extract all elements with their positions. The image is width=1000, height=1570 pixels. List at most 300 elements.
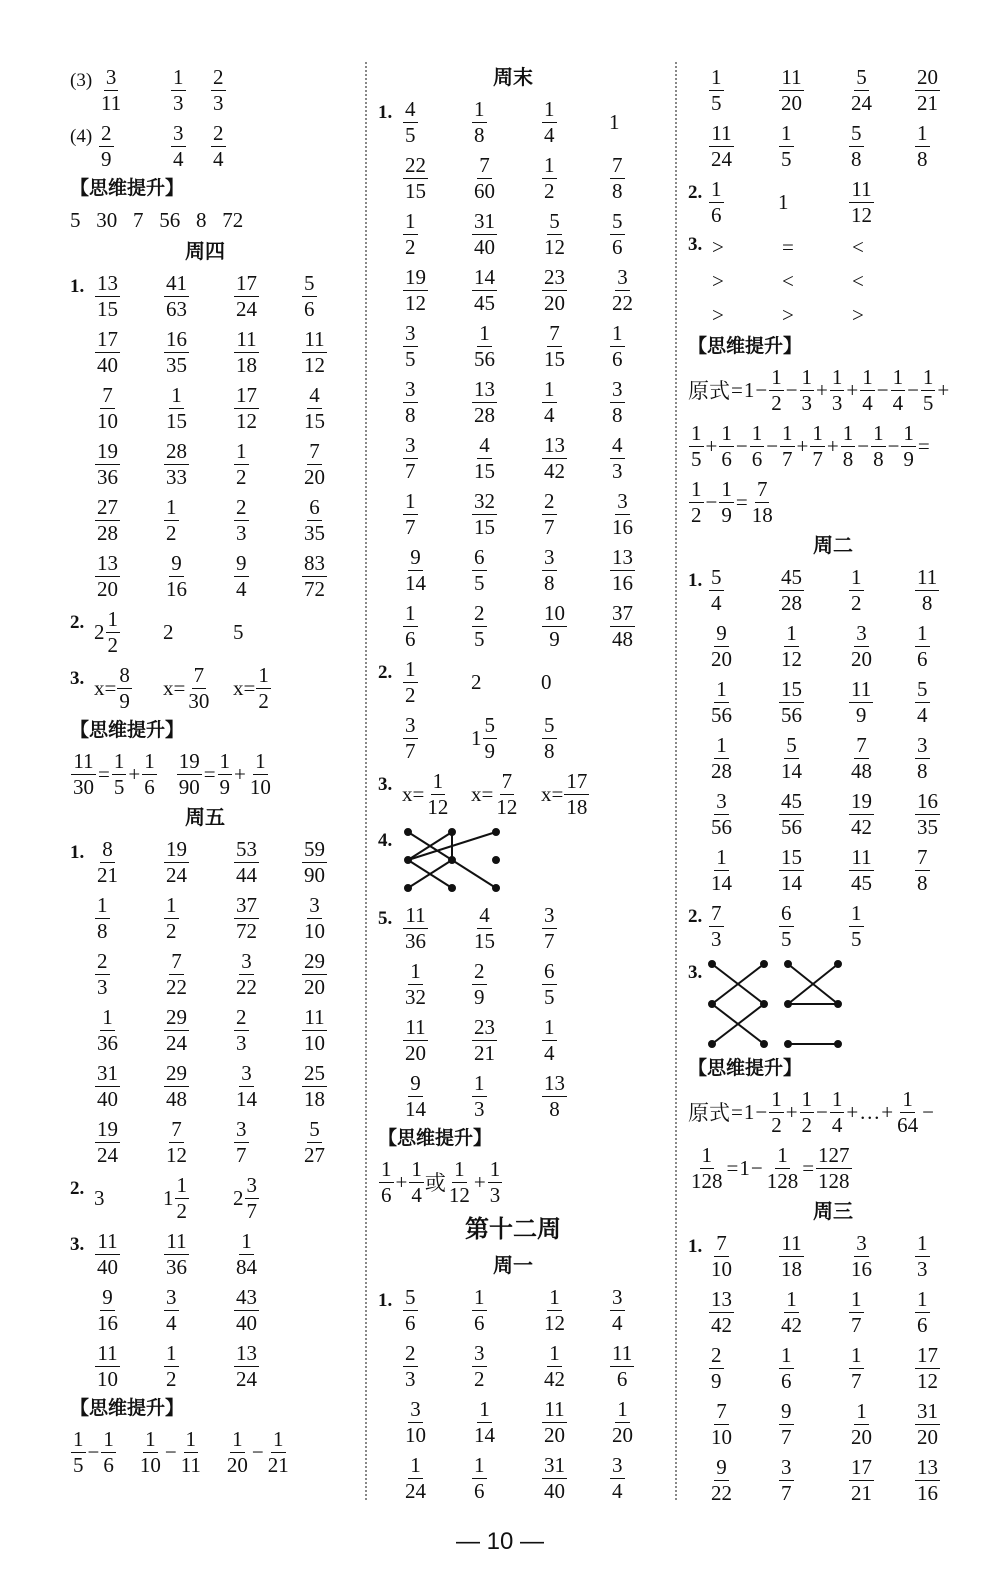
fraction (472, 97, 487, 148)
answer-cell (708, 674, 735, 730)
denominator: 4 (411, 1182, 422, 1207)
numerator: 16 (166, 326, 187, 351)
answer-cell (301, 834, 328, 890)
operator: − (755, 377, 768, 402)
answer-row (70, 268, 340, 324)
fraction (403, 97, 418, 148)
fraction (610, 433, 625, 484)
denominator: 7 (246, 1198, 257, 1223)
matching-diagram (688, 954, 978, 1054)
numerator: 2 (711, 1342, 722, 1367)
question-number: (3) (70, 70, 93, 91)
fraction (610, 489, 635, 540)
answer-cell (163, 1282, 180, 1338)
answer-cell (233, 1058, 260, 1114)
fraction (915, 845, 930, 896)
numerator: 2 (97, 948, 108, 973)
answer-cell (914, 562, 940, 618)
numerator: 3 (405, 432, 416, 457)
answer-cell (94, 1170, 105, 1226)
fraction (810, 421, 825, 472)
value: 3 (94, 1185, 105, 1210)
day-heading-tuesday: 周二 (813, 535, 853, 557)
numerator: 28 (166, 438, 187, 463)
comparison-symbol: > (712, 268, 724, 293)
numerator: 5 (786, 732, 797, 757)
denominator: 14 (711, 870, 732, 895)
denominator: 6 (103, 1452, 114, 1477)
numerator: 1 (432, 768, 444, 793)
denominator: 48 (166, 1086, 187, 1111)
fraction (779, 621, 804, 672)
denominator: 11 (180, 1452, 201, 1477)
answer-cell (402, 1282, 419, 1338)
fraction (915, 1399, 940, 1450)
numerator: 11 (781, 64, 802, 89)
denominator: 15 (166, 408, 187, 433)
answer-cell (402, 318, 419, 374)
whole-number: 2 (94, 619, 105, 644)
numerator: 1 (273, 1426, 284, 1451)
denominator: 14 (405, 1096, 426, 1121)
expression (688, 1140, 978, 1196)
answer-cell (541, 1394, 568, 1450)
operator: = (551, 781, 564, 806)
denominator: 7 (405, 514, 416, 539)
fraction (211, 121, 226, 172)
answer-cell (609, 1394, 636, 1450)
denominator: 24 (711, 146, 732, 171)
fraction (472, 601, 487, 652)
expression (70, 1424, 340, 1480)
value: 1 (778, 189, 789, 214)
denominator: 9 (484, 738, 495, 763)
fraction (234, 439, 249, 490)
answer-cell (778, 1340, 795, 1396)
answer-cell (402, 1338, 419, 1394)
question-number: 3. (688, 962, 703, 983)
denominator: 35 (304, 520, 325, 545)
fraction (472, 377, 497, 428)
numerator: 3 (612, 1452, 623, 1477)
answer-cell (402, 262, 429, 318)
answer-cell (233, 660, 272, 716)
question-number: 1. (378, 102, 393, 123)
variable: x (94, 675, 105, 700)
answer-cell (708, 174, 725, 230)
answer-cell (301, 436, 328, 492)
numerator: 1 (258, 662, 269, 687)
numerator: 5 (711, 564, 722, 589)
answer-cell (914, 730, 931, 786)
answer-cell (541, 710, 558, 766)
question-number: 3. (70, 1234, 85, 1255)
denominator: 4 (173, 146, 184, 171)
answer-row (378, 1282, 648, 1338)
numerator: 1 (232, 1426, 243, 1451)
denominator: 15 (474, 514, 495, 539)
denominator: 10 (139, 1452, 161, 1477)
answer-row (70, 890, 340, 946)
answer-cell (163, 604, 174, 660)
fraction (915, 65, 940, 116)
answer-cell (471, 956, 488, 1012)
answer-cell (609, 206, 626, 262)
answer-cell (848, 118, 865, 174)
numerator: 1 (917, 620, 928, 645)
denominator: 40 (97, 1086, 118, 1111)
answer-cell (233, 1282, 260, 1338)
answer-cell (541, 766, 590, 822)
fraction (234, 1229, 259, 1280)
week-heading: 第十二周 (465, 1217, 561, 1243)
denominator: 11 (101, 90, 122, 115)
fraction (915, 621, 930, 672)
denominator: 9 (903, 446, 914, 471)
answer-cell (402, 1012, 429, 1068)
fraction (779, 901, 794, 952)
answer-cell (233, 890, 260, 946)
denominator: 56 (781, 702, 802, 727)
fraction (915, 1231, 930, 1282)
fraction (542, 433, 567, 484)
fraction (779, 789, 804, 840)
answer-row (378, 150, 648, 206)
answer-cell (402, 710, 419, 766)
operator: = (802, 1155, 815, 1180)
fraction (709, 121, 734, 172)
fraction (542, 959, 557, 1010)
fraction (901, 421, 916, 472)
fraction (95, 439, 120, 490)
answer-cell (94, 1282, 121, 1338)
numerator: 7 (917, 844, 928, 869)
denominator: 10 (97, 1366, 118, 1391)
denominator: 7 (781, 1424, 792, 1449)
denominator: 8 (405, 402, 416, 427)
numerator: 3 (410, 1396, 421, 1421)
fraction (177, 749, 202, 800)
fraction (542, 713, 557, 764)
fraction (425, 769, 450, 820)
numerator: 1 (145, 1426, 156, 1451)
section-heading-siwei: 【思维提升】 (70, 1398, 185, 1419)
denominator: 4 (166, 1310, 177, 1335)
fraction (849, 65, 874, 116)
numerator: 59 (304, 836, 325, 861)
answer-cell (471, 430, 498, 486)
answer-cell (778, 118, 795, 174)
denominator: 16 (612, 514, 633, 539)
numerator: 1 (166, 494, 177, 519)
denominator: 6 (304, 296, 315, 321)
fraction (95, 271, 120, 322)
answer-cell (778, 562, 805, 618)
numerator: 7 (716, 1230, 727, 1255)
operator: = (735, 489, 748, 514)
answer-cell (609, 1282, 626, 1338)
denominator: 5 (691, 446, 702, 471)
answer-cell (778, 842, 805, 898)
denominator: 64 (897, 1112, 919, 1137)
numerator: 2 (474, 600, 485, 625)
column-b (378, 62, 648, 1506)
numerator: 3 (309, 892, 320, 917)
denominator: 3 (831, 390, 843, 415)
answer-cell (301, 380, 328, 436)
numerator: 1 (777, 1142, 788, 1167)
answer-row (688, 1340, 978, 1396)
answer-cell (233, 604, 244, 660)
fraction (849, 733, 874, 784)
answer-cell (94, 380, 121, 436)
answer-cell (233, 1002, 250, 1058)
answer-cell (609, 486, 636, 542)
numerator: 7 (479, 152, 490, 177)
denominator: 3 (405, 1366, 416, 1391)
fraction (302, 1117, 327, 1168)
numerator: 1 (781, 1342, 792, 1367)
fraction (302, 949, 327, 1000)
denominator: 15 (474, 928, 495, 953)
fraction (95, 1117, 120, 1168)
answer-cell (471, 1012, 498, 1068)
denominator: 36 (405, 928, 426, 953)
answer-cell (541, 374, 558, 430)
answer-cell (471, 1338, 488, 1394)
variable: x (471, 781, 482, 806)
fraction (472, 1071, 487, 1122)
day-heading-wednesday: 周三 (813, 1201, 853, 1223)
numerator: 1 (411, 1156, 422, 1181)
denominator: 8 (612, 402, 623, 427)
answer-cell (233, 436, 250, 492)
denominator: 20 (304, 464, 325, 489)
comparison-cell (712, 298, 724, 332)
answer-cell (609, 430, 626, 486)
operator: − (164, 1439, 177, 1464)
denominator: 128 (818, 1168, 850, 1193)
numerator: 3 (405, 320, 416, 345)
answer-row (70, 660, 340, 716)
numerator: 1 (474, 1284, 485, 1309)
answer-cell (402, 1068, 429, 1124)
numerator: 13 (474, 376, 495, 401)
fraction (164, 1341, 179, 1392)
answer-cell (163, 1338, 180, 1394)
denominator: 15 (544, 346, 565, 371)
fraction (779, 733, 804, 784)
matching-lines (378, 822, 518, 900)
numerator: 1 (166, 1340, 177, 1365)
numerator: 29 (166, 1004, 187, 1029)
day-heading-thursday: 周四 (185, 241, 225, 263)
answer-row (378, 374, 648, 430)
denominator: 2 (691, 502, 702, 527)
numerator: 1 (113, 748, 125, 773)
denominator: 12 (544, 1310, 565, 1335)
numerator: 17 (236, 270, 257, 295)
answer-cell (163, 660, 212, 716)
column-a (70, 62, 340, 1480)
answer-cell (541, 1282, 568, 1338)
question-number: 1. (688, 1236, 703, 1257)
denominator: 24 (166, 862, 187, 887)
numerator: 1 (782, 420, 793, 445)
answer-row (70, 604, 340, 660)
answer-cell (471, 654, 482, 710)
answer-row (688, 562, 978, 618)
numerator: 19 (97, 1116, 118, 1141)
answer-row (378, 1012, 648, 1068)
fraction (101, 1427, 116, 1478)
fraction (779, 121, 794, 172)
fraction (779, 565, 804, 616)
answer-row (378, 1068, 648, 1124)
numerator: 37 (236, 892, 257, 917)
fraction (403, 1453, 428, 1504)
numerator: 7 (171, 948, 182, 973)
comparison-row (688, 298, 978, 332)
denominator: 4 (612, 1310, 623, 1335)
numerator: 41 (166, 270, 187, 295)
denominator: 21 (851, 1480, 872, 1505)
answer-row (378, 1450, 648, 1506)
fraction (266, 1427, 291, 1478)
fraction (403, 489, 418, 540)
answer-cell (471, 900, 498, 956)
fraction (379, 1157, 394, 1208)
denominator: 5 (405, 122, 416, 147)
fraction (234, 1005, 249, 1056)
denominator: 21 (267, 1452, 289, 1477)
section-heading-siwei: 【思维提升】 (688, 336, 803, 357)
fraction (849, 621, 874, 672)
numerator: 1 (851, 1286, 862, 1311)
fraction (849, 121, 864, 172)
answer-cell (848, 174, 875, 230)
fraction (709, 677, 734, 728)
fraction (750, 477, 775, 528)
operator: + (846, 377, 859, 402)
expression (688, 362, 978, 418)
numerator: 1 (454, 1156, 465, 1181)
denominator: 16 (917, 1480, 938, 1505)
answer-row (688, 1228, 978, 1284)
answer-cell (914, 674, 931, 730)
numerator: 1 (549, 1284, 560, 1309)
numerator: 1 (219, 748, 231, 773)
numerator: 2 (101, 120, 112, 145)
denominator: 4 (917, 702, 928, 727)
denominator: 4 (711, 590, 722, 615)
answer-cell (708, 118, 735, 174)
denominator: 15 (405, 178, 426, 203)
numerator: 3 (612, 376, 623, 401)
question-number: 1. (378, 1290, 393, 1311)
fraction (542, 1285, 567, 1336)
denominator: 9 (721, 502, 732, 527)
denominator: 24 (97, 1142, 118, 1167)
section-heading-siwei: 【思维提升】 (378, 1128, 493, 1149)
denominator: 12 (781, 646, 802, 671)
denominator: 8 (873, 446, 884, 471)
numerator: 2 (405, 1340, 416, 1365)
fraction (849, 565, 864, 616)
fraction (709, 565, 724, 616)
denominator: 5 (474, 570, 485, 595)
comparison-cell (782, 298, 794, 332)
answer-cell (848, 1284, 865, 1340)
answer-cell (914, 842, 931, 898)
denominator: 8 (851, 146, 862, 171)
answer-cell (233, 268, 260, 324)
fraction (494, 769, 519, 820)
answer-cell (541, 1012, 558, 1068)
denominator: 3 (173, 90, 184, 115)
denominator: 24 (236, 296, 257, 321)
answer-cell (301, 1114, 328, 1170)
numerator: 2 (544, 488, 555, 513)
numerator: 3 (856, 1230, 867, 1255)
numerator: 5 (304, 270, 315, 295)
operator: − (705, 489, 718, 514)
numerator: 1 (716, 844, 727, 869)
answer-cell (402, 94, 419, 150)
answer-row (70, 1058, 340, 1114)
fraction (689, 477, 704, 528)
fraction (542, 545, 557, 596)
denominator: 10 (405, 1422, 426, 1447)
answer-row (378, 710, 648, 766)
denominator: 6 (781, 1368, 792, 1393)
fraction (164, 551, 189, 602)
numerator: 1 (405, 600, 416, 625)
denominator: 56 (781, 814, 802, 839)
numerator: 17 (236, 382, 257, 407)
numerator: 5 (309, 1116, 320, 1141)
fraction (849, 1399, 874, 1450)
numerator: 1 (405, 208, 416, 233)
denominator: 12 (236, 408, 257, 433)
numerator: 7 (756, 476, 768, 501)
answer-row (70, 1282, 340, 1338)
numerator: 45 (781, 564, 802, 589)
answer-cell (848, 1340, 865, 1396)
fraction (234, 271, 259, 322)
denominator: 12 (166, 1142, 187, 1167)
numerator: 1 (617, 1396, 628, 1421)
answer-row (378, 262, 648, 318)
numerator: 1 (410, 1452, 421, 1477)
answer-row (70, 1002, 340, 1058)
answer-cell (402, 1450, 429, 1506)
numerator: 3 (166, 1284, 177, 1309)
operator: − (251, 1439, 264, 1464)
numerator: 7 (102, 382, 113, 407)
denominator: 8 (474, 122, 485, 147)
fraction (175, 1173, 190, 1224)
numerator: 9 (716, 1454, 727, 1479)
numerator: 3 (544, 902, 555, 927)
denominator: 15 (304, 408, 325, 433)
answer-cell (708, 842, 735, 898)
answer-cell (94, 834, 121, 890)
fraction (779, 1399, 794, 1450)
numerator: 7 (171, 1116, 182, 1141)
answer-cell (94, 548, 121, 604)
operator: = (203, 761, 216, 786)
